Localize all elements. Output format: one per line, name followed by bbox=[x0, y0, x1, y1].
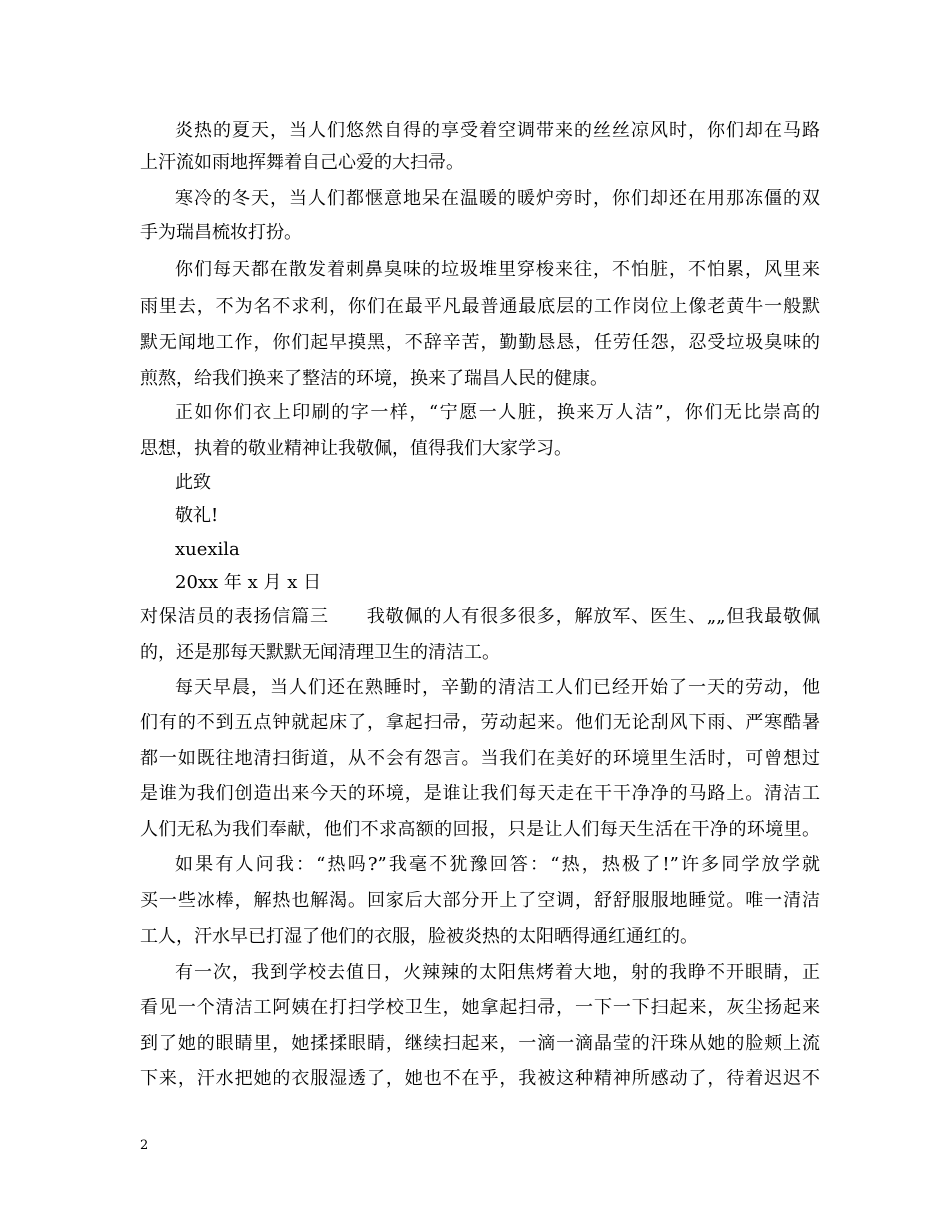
text-line: 手为瑞昌梳妆打扮。 bbox=[140, 223, 302, 243]
text-line: 是谁为我们创造出来今天的环境，是谁让我们每天走在干干净净的马路上。清洁工 bbox=[140, 784, 820, 804]
text-line: 买一些冰棒，解热也解渴。回家后大部分开上了空调，舒舒服服地睡觉。唯一清洁 bbox=[140, 891, 820, 911]
date-line: 20xx 年 x 月 x 日 bbox=[175, 573, 322, 593]
text-line: 炎热的夏天，当人们悠然自得的享受着空调带来的丝丝凉风时，你们却在马路 bbox=[175, 121, 820, 141]
text-line: 正如你们衣上印刷的字一样，“宁愿一人脏，换来万人洁”，你们无比崇高的 bbox=[175, 403, 820, 423]
text-line: 你们每天都在散发着刺鼻臭味的垃圾堆里穿梭来往，不怕脏，不怕累，风里来 bbox=[175, 260, 820, 280]
text-line: 煎熬，给我们换来了整洁的环境，换来了瑞昌人民的健康。 bbox=[140, 369, 608, 389]
text-line: 都一如既往地清扫街道，从不会有怨言。当我们在美好的环境里生活时，可曾想过 bbox=[140, 749, 820, 769]
salutation: 此致 bbox=[175, 473, 211, 493]
closing: 敬礼! bbox=[175, 506, 219, 526]
text-line: 对保洁员的表扬信篇三 我敬佩的人有很多很多，解放军、医生、„„但我最敬佩 bbox=[140, 607, 820, 627]
text-line: 思想，执着的敬业精神让我敬佩，值得我们大家学习。 bbox=[140, 439, 572, 459]
text-line: 上汗流如雨地挥舞着自己心爱的大扫帚。 bbox=[140, 153, 464, 173]
signature: xuexila bbox=[175, 540, 240, 560]
page-number: 2 bbox=[140, 1138, 149, 1153]
text-line: 如果有人问我：“热吗?”我毫不犹豫回答：“热，热极了!”许多同学放学就 bbox=[175, 855, 820, 875]
text-line: 有一次，我到学校去值日，火辣辣的太阳焦烤着大地，射的我睁不开眼睛，正 bbox=[175, 963, 820, 983]
text-line: 寒冷的冬天，当人们都惬意地呆在温暖的暖炉旁时，你们却还在用那冻僵的双 bbox=[175, 189, 820, 209]
text-line: 们有的不到五点钟就起床了，拿起扫帚，劳动起来。他们无论刮风下雨、严寒酷暑 bbox=[140, 713, 820, 733]
text-line: 到了她的眼睛里，她揉揉眼睛，继续扫起来，一滴一滴晶莹的汗珠从她的脸颊上流 bbox=[140, 1034, 820, 1054]
text-line: 的，还是那每天默默无闻清理卫生的清洁工。 bbox=[140, 643, 500, 663]
text-line: 工人，汗水早已打湿了他们的衣服，脸被炎热的太阳晒得通红通红的。 bbox=[140, 927, 698, 947]
text-line: 雨里去，不为名不求利，你们在最平凡最普通最底层的工作岗位上像老黄牛一般默 bbox=[140, 297, 820, 317]
text-line: 每天早晨，当人们还在熟睡时，辛勤的清洁工人们已经开始了一天的劳动，他 bbox=[175, 678, 820, 698]
text-line: 默无闻地工作，你们起早摸黑，不辞辛苦，勤勤恳恳，任劳任怨，忍受垃圾臭味的 bbox=[140, 333, 820, 353]
text-line: 下来，汗水把她的衣服湿透了，她也不在乎，我被这种精神所感动了，待着迟迟不 bbox=[140, 1069, 820, 1089]
text-line: 看见一个清洁工阿姨在打扫学校卫生，她拿起扫帚，一下一下扫起来，灰尘扬起来 bbox=[140, 998, 820, 1018]
text-line: 人们无私为我们奉献，他们不求高额的回报，只是让人们每天生活在干净的环境里。 bbox=[140, 820, 820, 840]
